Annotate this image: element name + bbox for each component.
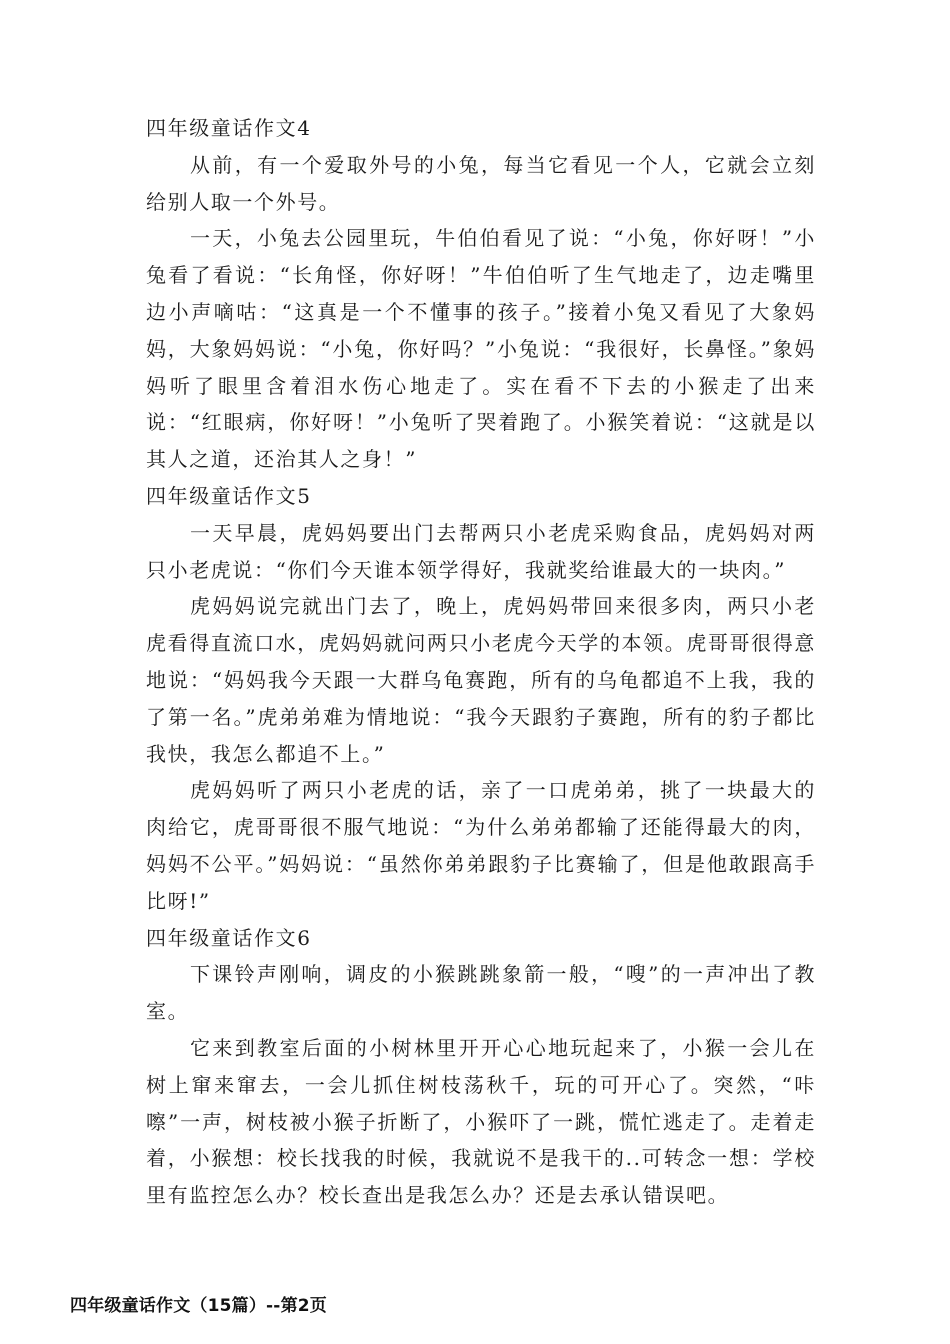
story-section-6 [146,920,816,1214]
paragraph: 下课铃声刚响，调皮的小猴跳跳象箭一般，“嗖”的一声冲出了教室。 [146,962,816,1024]
paragraph: 它来到教室后面的小树林里开开心心地玩起来了，小猴一会儿在树上窜来窜去，一会儿抓住树枝荡秋千，玩的可开心了。突然，“咔嚓”一声，树枝被小猴子折断了，小猴吓了一跳，慌忙逃走了。走着走着，小猴想：校长找我的时候，我就说不是我干的..可转念一想：学校里有监控怎么办？校长查出是我怎么办？还是去承认错误吧。 [146,1035,816,1208]
story-section-5 [146,478,816,920]
paragraph: 虎妈妈听了两只小老虎的话，亲了一口虎弟弟，挑了一块最大的肉给它，虎哥哥很不服气地说：“为什么弟弟都输了还能得最大的肉，妈妈不公平。”妈妈说：“虽然你弟弟跟豹子比赛输了，但是他敢跟高手比呀!” [146,778,816,913]
section-title: 四年级童话作文4 [146,116,312,140]
story-section-4 [146,110,816,478]
paragraph: 一天，小兔去公园里玩，牛伯伯看见了说：“小兔，你好呀！”小兔看了看说：“长角怪，你好呀！”牛伯伯听了生气地走了，边走嘴里边小声嘀咕：“这真是一个不懂事的孩子。”接着小兔又看见了大象妈妈，大象妈妈说：“小兔，你好吗？”小兔说：“我很好，长鼻怪。”象妈妈听了眼里含着泪水伤心地走了。实在看不下去的小猴走了出来说：“红眼病，你好呀！”小兔听了哭着跑了。小猴笑着说：“这就是以其人之道，还治其人之身！” [146,226,816,472]
section-title: 四年级童话作文6 [146,925,312,950]
section-title: 四年级童话作文5 [146,483,312,508]
document-body [146,110,816,1214]
paragraph: 从前，有一个爱取外号的小兔，每当它看见一个人，它就会立刻给别人取一个外号。 [146,152,816,214]
page-footer: 四年级童话作文（15篇）--第2页 [70,1296,327,1316]
paragraph: 虎妈妈说完就出门去了，晚上，虎妈妈带回来很多肉，两只小老虎看得直流口水，虎妈妈就问两只小老虎今天学的本领。虎哥哥很得意地说：“妈妈我今天跟一大群乌龟赛跑，所有的乌龟都追不上我，我的了第一名。”虎弟弟难为情地说：“我今天跟豹子赛跑，所有的豹子都比我快，我怎么都追不上。” [146,594,816,766]
paragraph: 一天早晨，虎妈妈要出门去帮两只小老虎采购食品，虎妈妈对两只小老虎说：“你们今天谁本领学得好，我就奖给谁最大的一块肉。” [146,520,816,582]
